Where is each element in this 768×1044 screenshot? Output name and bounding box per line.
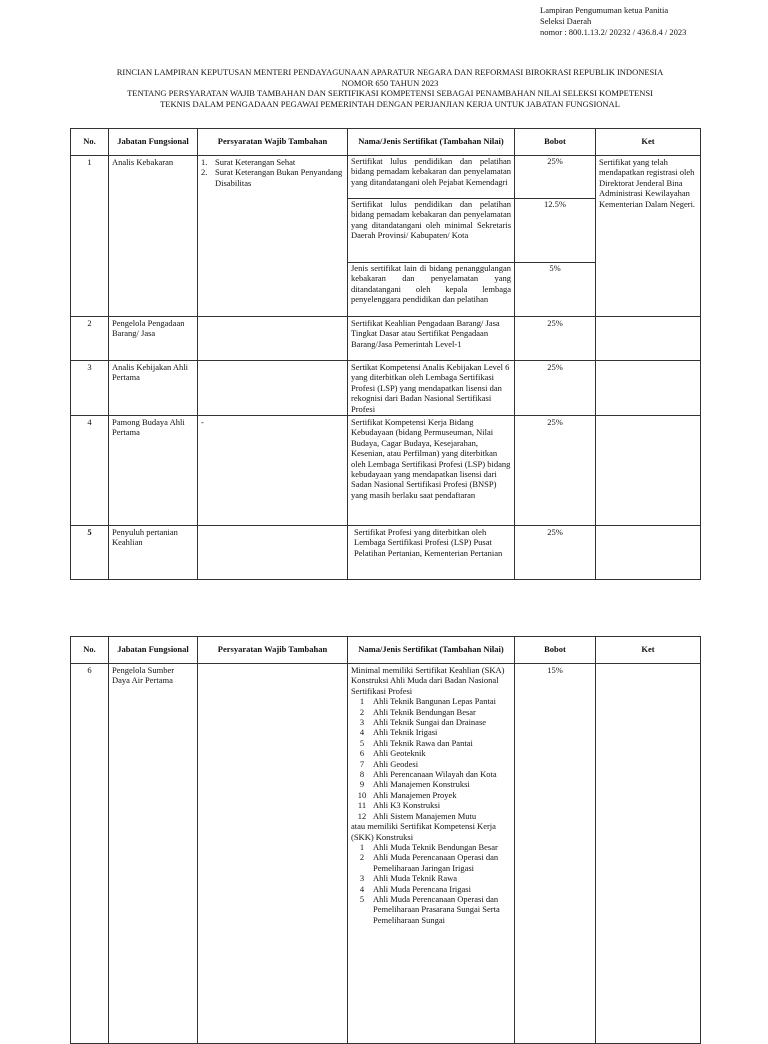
table-row [71, 526, 701, 580]
sertifikat-cell [348, 156, 515, 317]
reference-line: Lampiran Pengumuman ketua Panitia [540, 5, 669, 15]
list-item: 1. Surat Keterangan Sehat [201, 157, 296, 167]
row-number: 6 [71, 664, 109, 1044]
list-item: 4 Ahli Teknik Irigasi [359, 727, 438, 738]
ket-cell [596, 664, 701, 1044]
list-item: 2 Ahli Muda Perencanaan Operasi dan Pemeliharaan Jaringan Irigasi [359, 852, 499, 873]
sertifikat-item: Sertifikat lulus pendidikan dan pelatihan bidang pemadam kebakaran dan penyelamatan yang ditandatangani oleh minimal Sekretaris Daerah Provinsi/ Kabupaten/ Kota [348, 199, 514, 263]
row-number: 2 [71, 317, 109, 361]
sertifikat-item: Sertifikat lulus pendidikan dan pelatihan bidang pemadam kebakaran dan penyelamatan yang ditandatangani oleh Pejabat Kemendagri [348, 156, 514, 199]
jabatan-cell: Pengelola Sumber Daya Air Pertama [109, 664, 198, 1044]
ket-cell [596, 526, 701, 580]
row-number: 3 [71, 361, 109, 416]
sertifikat-cell: Sertifikat Keahlian Pengadaan Barang/ Jasa Tingkat Dasar atau Sertifikat Pengadaan Barang/Jasa Pemerintah Level-1 [348, 317, 515, 361]
reference-number: nomor : 800.1.13.2/ 20232 / 436.8.4 / 2023 [540, 27, 687, 37]
list-item: 2. Surat Keterangan Bukan Penyandang Disabilitas [201, 167, 343, 188]
persyaratan-cell: - [198, 416, 348, 526]
list-item: 9 Ahli Manajemen Konstruksi [359, 779, 470, 790]
bobot-cell [515, 156, 596, 317]
bobot-value: 5% [549, 263, 561, 273]
table-row [71, 361, 701, 416]
skk-list [351, 842, 511, 925]
list-item: 3 Ahli Teknik Sungai dan Drainase [359, 717, 487, 728]
reference-line: Seleksi Daerah [540, 16, 592, 26]
reference-block [540, 5, 686, 38]
persyaratan-cell [198, 361, 348, 416]
persyaratan-list [201, 157, 344, 188]
list-item: 1 Ahli Muda Teknik Bendungan Besar [359, 841, 498, 852]
list-item: 10 Ahli Manajemen Proyek [357, 789, 457, 800]
table-row [71, 416, 701, 526]
table-row [71, 664, 701, 1044]
list-item: 1 Ahli Teknik Bangunan Lepas Pantai [359, 696, 496, 707]
col-header-bobot: Bobot [515, 129, 596, 156]
bobot-cell: 25% [515, 361, 596, 416]
col-header-bobot: Bobot [515, 637, 596, 664]
ket-cell [596, 361, 701, 416]
list-item: 5 Ahli Muda Perencanaan Operasi dan Pemeliharaan Prasarana Sungai Serta Pemeliharaan Sungai [359, 893, 500, 925]
list-item: 4 Ahli Muda Perencana Irigasi [359, 883, 471, 894]
col-header-sertifikat: Nama/Jenis Sertifikat (Tambahan Nilai) [348, 129, 515, 156]
sertifikat-intro: Minimal memiliki Sertifikat Keahlian (SKA) Konstruksi Ahli Muda dari Badan Nasional Sertifikasi Profesi [351, 665, 505, 696]
col-header-ket: Ket [596, 637, 701, 664]
persyaratan-cell [198, 156, 348, 317]
document-heading [60, 67, 720, 109]
row-number: 1 [71, 156, 109, 317]
col-header-jabatan: Jabatan Fungsional [109, 637, 198, 664]
col-header-ket: Ket [596, 129, 701, 156]
heading-line: NOMOR 650 TAHUN 2023 [341, 77, 439, 88]
bobot-value: 25% [515, 156, 595, 199]
jabatan-cell: Pengelola Pengadaan Barang/ Jasa [109, 317, 198, 361]
table-row [71, 156, 701, 317]
jabatan-cell: Pamong Budaya Ahli Pertama [109, 416, 198, 526]
col-header-persyaratan: Persyaratan Wajib Tambahan [198, 129, 348, 156]
bobot-cell: 25% [515, 526, 596, 580]
sertifikat-cell [348, 664, 515, 1044]
requirements-table-1 [70, 128, 701, 580]
col-header-sertifikat: Nama/Jenis Sertifikat (Tambahan Nilai) [348, 637, 515, 664]
col-header-no: No. [71, 637, 109, 664]
jabatan-cell: Analis Kebakaran [109, 156, 198, 317]
sertifikat-alternative: atau memiliki Sertifikat Kompetensi Kerja (SKK) Konstruksi [351, 821, 496, 842]
jabatan-cell: Analis Kebijakan Ahli Pertama [109, 361, 198, 416]
ket-cell [596, 416, 701, 526]
persyaratan-cell [198, 317, 348, 361]
list-item: 11 Ahli K3 Konstruksi [357, 800, 441, 811]
sertifikat-item: Jenis sertifikat lain di bidang penanggulangan kebakaran dan penyelamatan yang ditandatangani oleh kepala lembaga penyelenggara pendidikan dan pelatihan [351, 263, 511, 305]
list-item: 5 Ahli Teknik Rawa dan Pantai [359, 737, 473, 748]
bobot-value: 12.5% [515, 199, 595, 263]
sertifikat-cell: Sertikat Kompetensi Analis Kebijakan Level 6 yang diterbitkan oleh Lembaga Sertifikasi Profesi (LSP) yang mendapatkan lisensi dan rekognisi dari Badan Nasional Sertifikasi Profesi [348, 361, 515, 416]
table-header-row [71, 129, 701, 156]
sertifikat-cell: Sertifikat Kompetensi Kerja Bidang Kebudayaan (bidang Permuseuman, Nilai Budaya, Cagar Budaya, Kesejarahan, Kesenian, atau Perfilman) yang diterbitkan oleh Lembaga Sertifikasi Profesi (LSP) bidang kebudayaan yang mendapatkan lisensi dari Sadan Nasional Sertifikasi Profesi (BNSP) yang masih berlaku saat pendaftaran [348, 416, 515, 526]
heading-line: TEKNIS DALAM PENGADAAN PEGAWAI PEMERINTAH DENGAN PERJANJIAN KERJA UNTUK JABATAN FUNGSIONAL [160, 98, 620, 109]
bobot-cell: 25% [515, 317, 596, 361]
list-item: 3 Ahli Muda Teknik Rawa [359, 873, 457, 884]
table-row [71, 317, 701, 361]
jabatan-cell: Penyuluh pertanian Keahlian [109, 526, 198, 580]
row-number: 4 [71, 416, 109, 526]
col-header-no: No. [71, 129, 109, 156]
table-header-row [71, 637, 701, 664]
list-item: 12 Ahli Sistem Manajemen Mutu [357, 810, 477, 821]
ska-list [351, 696, 511, 821]
requirements-table-2 [70, 636, 701, 1044]
row-number: 5 [71, 526, 109, 580]
ket-cell: Sertifikat yang telah mendapatkan registrasi oleh Direktorat Jenderal Bina Administrasi Kewilayahan Kementerian Dalam Negeri. [596, 156, 701, 317]
list-item: 7 Ahli Geodesi [359, 758, 419, 769]
bobot-cell: 25% [515, 416, 596, 526]
persyaratan-cell [198, 526, 348, 580]
heading-line: TENTANG PERSYARATAN WAJIB TAMBAHAN DAN SERTIFIKASI KOMPETENSI SEBAGAI PENAMBAHAN NILAI SELEKSI KOMPETENSI [127, 88, 653, 98]
col-header-persyaratan: Persyaratan Wajib Tambahan [198, 637, 348, 664]
list-item: 8 Ahli Perencanaan Wilayah dan Kota [359, 769, 497, 780]
sertifikat-cell: Sertifikat Profesi yang diterbitkan oleh Lembaga Sertifikasi Profesi (LSP) Pusat Pelatihan Pertanian, Kementerian Pertanian [348, 526, 515, 580]
heading-line: RINCIAN LAMPIRAN KEPUTUSAN MENTERI PENDAYAGUNAAN APARATUR NEGARA DAN REFORMASI BIROKRASI REPUBLIK INDONESIA [116, 67, 664, 77]
list-item: 2 Ahli Teknik Bendungan Besar [359, 706, 476, 717]
ket-cell [596, 317, 701, 361]
persyaratan-cell [198, 664, 348, 1044]
bobot-cell: 15% [515, 664, 596, 1044]
list-item: 6 Ahli Geoteknik [359, 748, 426, 759]
col-header-jabatan: Jabatan Fungsional [109, 129, 198, 156]
